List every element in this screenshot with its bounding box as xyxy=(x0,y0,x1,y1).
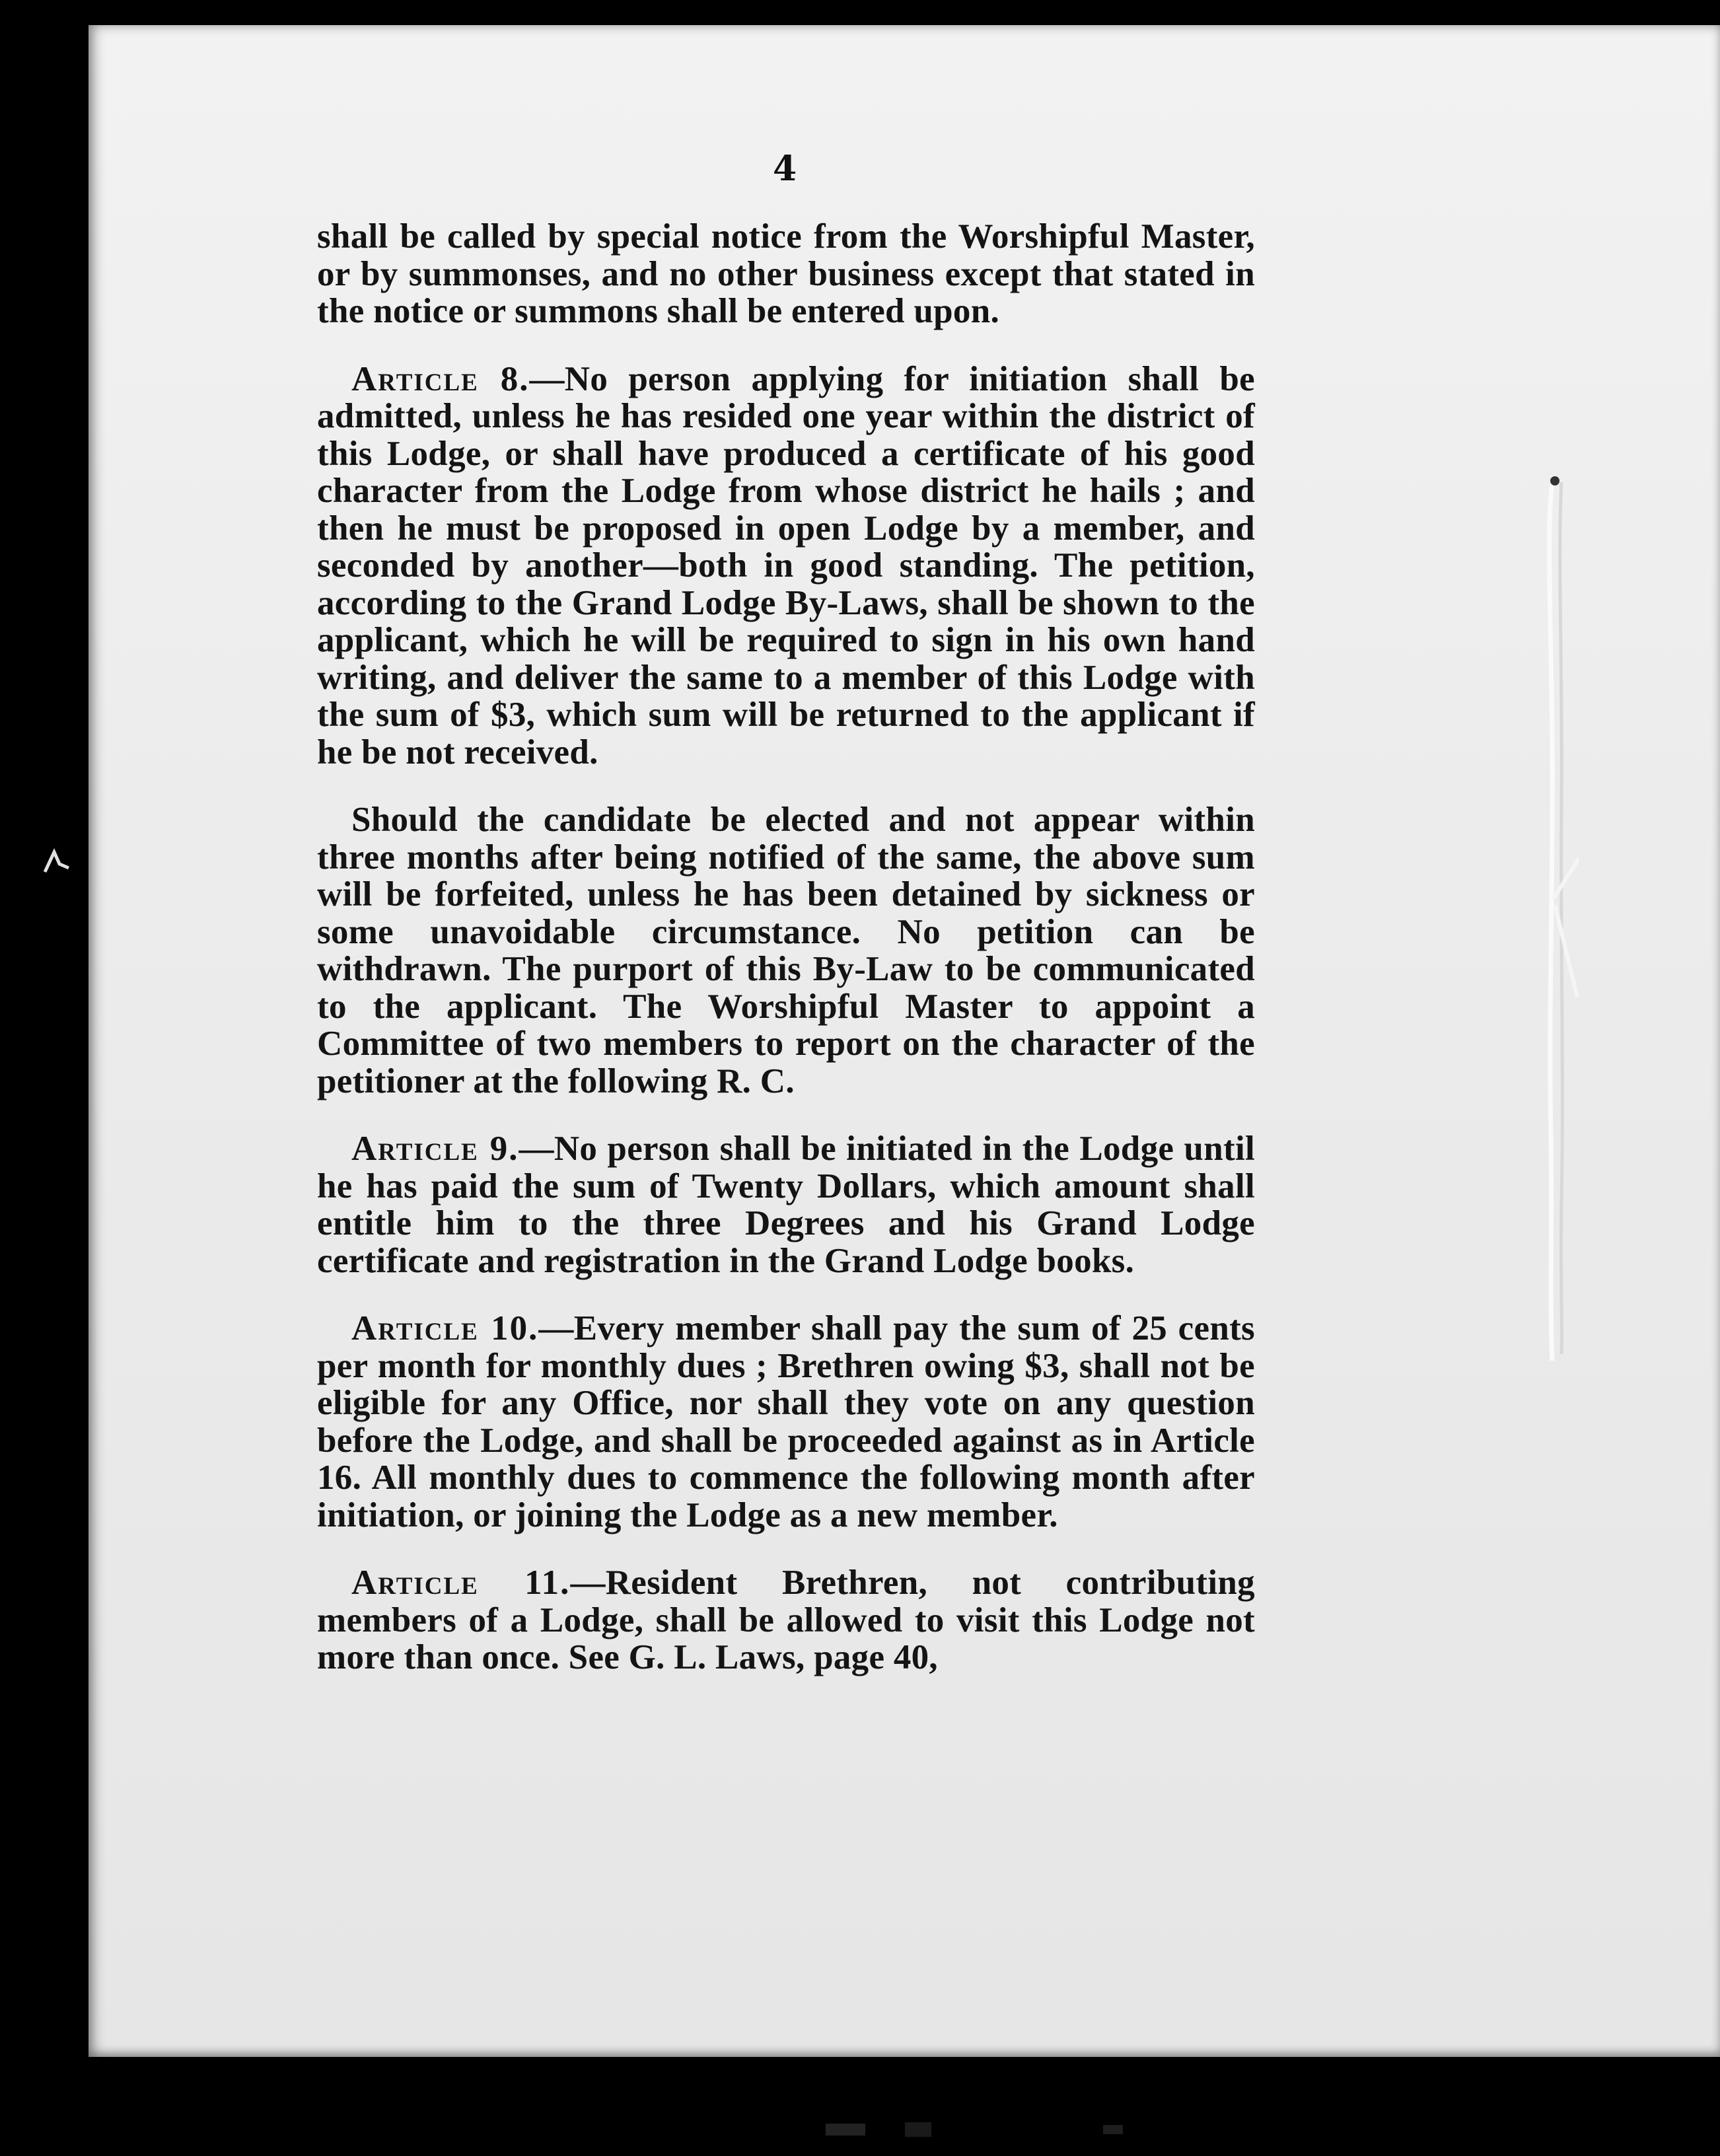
margin-mark xyxy=(40,845,73,885)
paragraph-continuation xyxy=(317,218,1255,330)
article-text: —No person applying for initiation shall be admitted, unless he has resided one year within the district of this Lodge, or shall have produced a certificate of his good character from the Lodge from whose district he hails ; and then he must be proposed in open Lodge by a member, and seconded by another—both in good standing. The petition, according to the Grand Lodge By-Laws, shall be shown to the applicant, which he will be required to sign in his own hand writing, and deliver the same to a member of this Lodge with the sum of $3, which sum will be returned to the applicant if he be not received. xyxy=(317,359,1255,772)
article-9 xyxy=(317,1130,1255,1279)
article-11 xyxy=(317,1564,1255,1676)
article-label: Article 9. xyxy=(351,1130,519,1168)
paragraph-text: Should the candidate be elected and not appear within three months after being notified of the same, the above sum will be forfeited, unless he has been detained by sickness or some unavoidable circumstance. No petition can be withdrawn. The purport of this By-Law to be communicated to the applicant. The Worshipful Master to appoint a Committee of two members to report on the character of the petitioner at the following R. C. xyxy=(317,801,1255,1100)
article-text: —No person shall be initiated in the Lodge until he has paid the sum of Twenty Dollars, which amount shall entitle him to the three Degrees and his Grand Lodge certificate and registration in the Grand Lodge books. xyxy=(317,1130,1255,1280)
body-text xyxy=(317,218,1255,1707)
article-text: —Every member shall pay the sum of 25 cents per month for monthly dues ; Brethren owing $3, shall not be eligible for any Office, nor shall they vote on any question before the Lodge, and shall be proceeded against as in Article 16. All monthly dues to commence the following month after initiation, or joining the Lodge as a new member. xyxy=(317,1309,1255,1534)
paragraph-text: shall be called by special notice from the Worshipful Master, or by summonses, and no other business except that stated in the notice or summons shall be entered upon. xyxy=(317,217,1255,330)
page-number: 4 xyxy=(773,149,797,189)
scan-edge-marks xyxy=(826,2117,1288,2143)
article-label: Article 11. xyxy=(351,1563,571,1602)
article-label: Article 10. xyxy=(351,1309,539,1348)
article-label: Article 8. xyxy=(351,359,530,398)
binding-thread xyxy=(1539,476,1579,1361)
article-10 xyxy=(317,1310,1255,1534)
article-8 xyxy=(317,361,1255,772)
paragraph-candidate xyxy=(317,801,1255,1100)
article-text: —Resident Brethren, not contributing members of a Lodge, shall be allowed to visit this Lodge not more than once. See G. L. Laws, page 40, xyxy=(317,1563,1255,1676)
